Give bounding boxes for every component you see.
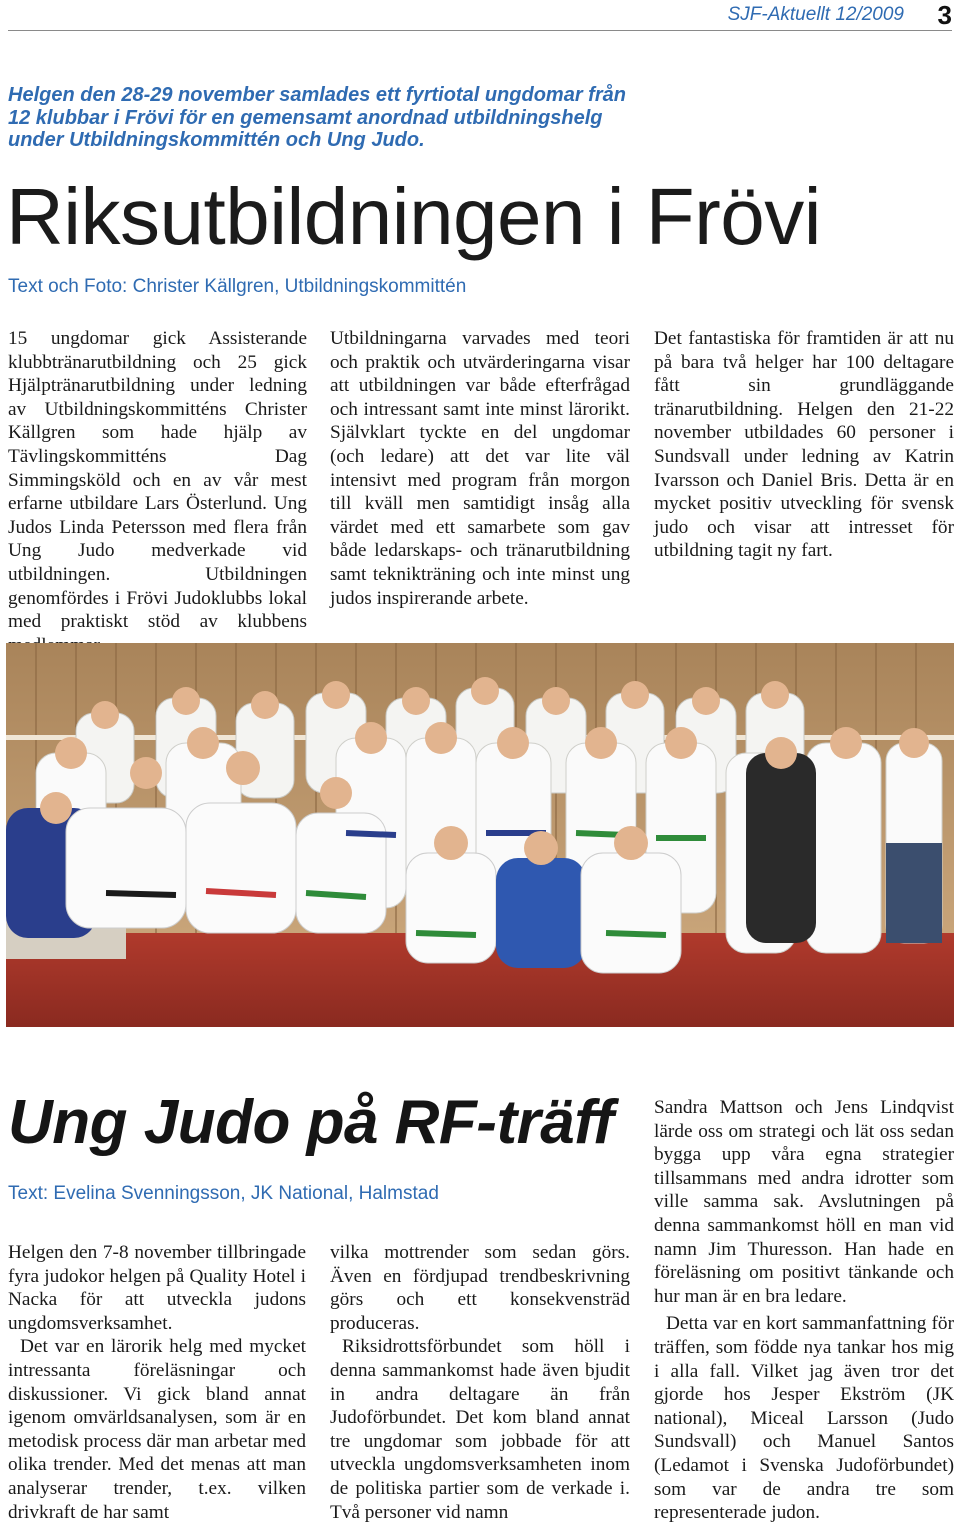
article1-column-1	[8, 327, 307, 657]
article1-paragraph: Utbildningarna varvades med teori och praktik och utvärderingarna visar att utbildningen var både efterfrågad och intressant samt inte minst lärorikt. Självklart tyckte en del ungdomar (och ledare) att det var lite väl intensivt med program från morgon till kväll men samtidigt insåg alla värdet med ett samarbete som gav både ledarskaps- och tränarutbildning samt teknikträning och inte minst ung judos inspirerande arbete.	[330, 328, 630, 609]
header-rule	[8, 30, 952, 31]
article2-paragraph: Riksidrottsförbundet som höll i denna sammankomst hade även bjudit in andra deltagare än från Judoförbundet. Det kom bland annat tre ungdomar som jobbade för att utveckla ungdomsverksamheten inom de politiska partier som de verkade i. Två personer vid namn	[330, 1336, 630, 1523]
article1-byline: Text och Foto: Christer Källgren, Utbildningskommittén	[8, 276, 467, 297]
article2-column-1	[8, 1241, 306, 1524]
publication-name: SJF-Aktuellt 12/2009	[727, 4, 904, 25]
article2-paragraph: Helgen den 7-8 november tillbringade fyra judokor helgen på Quality Hotel i Nacka för att utveckla judons ungdomsverksamhet.	[8, 1242, 306, 1334]
article2-byline: Text: Evelina Svenningsson, JK National, Halmstad	[8, 1183, 439, 1204]
article2-paragraph: Detta var en kort sammanfattning för träffen, som födde nya tankar hos mig i alla fall. Vilket jag även tror det gjorde hos Jesper Ekström (JK national), Miceal Larsson (Judo Sundsvall) och Manuel Santos (Ledamot i Svenska Judoförbundet) som var de andra tre som representerade judon.	[654, 1313, 954, 1524]
article1-lead: Helgen den 28-29 november samlades ett fyrtiotal ungdomar från 12 klubbar i Frövi för en gemensamt anordnad utbildningshelg under Utbildningskommittén och Ung Judo.	[8, 84, 626, 151]
article1-title: Riksutbildningen i Frövi	[6, 172, 822, 261]
article1-column-2	[330, 327, 630, 610]
article1-paragraph: Det fantastiska för framtiden är att nu på bara två helger har 100 deltagare fått sin grundläggande tränarutbildning. Helgen den 21-22 november utbildades 60 personer i Sundsvall under ledning av Katrin Ivarsson och Daniel Bris. Detta är en mycket positiv utveckling för svensk judo och visar att intresset för utbildning tagit ny fart.	[654, 328, 954, 562]
article2-column-3	[654, 1096, 954, 1525]
group-photo	[6, 643, 954, 1027]
group-photo-image	[6, 643, 954, 1027]
article2-column-2	[330, 1241, 630, 1524]
article2-paragraph: Det var en lärorik helg med mycket intressanta föreläsningar och diskussioner. Vi gick bland annat igenom omvärldsanalysen, som är en metodisk process där man arbetar med olika trender. Med det menas att man analyserar trender, t.ex. vilken drivkraft de har samt	[8, 1336, 306, 1523]
article1-paragraph: 15 ungdomar gick Assisterande klubbtränarutbildning och 25 gick Hjälptränarutbildning under ledning av Utbildningskommitténs Christer Källgren som hade hjälp av Tävlingskommitténs Dag Simmingsköld och en av vår mest erfarne utbildare Lars Österlund. Ung Judos Linda Petersson med flera från Ung Judo medverkade vid utbildningen. Utbildningen genomfördes i Frövi Judoklubbs lokal med praktiskt stöd av klubbens	[8, 328, 307, 633]
page-number: 3	[937, 0, 952, 30]
article2-paragraph: Sandra Mattson och Jens Lindqvist lärde oss om strategi och lät oss sedan bygga upp våra egna strategier tillsammans med andra idrotter som ville samma sak. Avslutningen på denna sammankomst höll en man vid namn Jim Thuresson. Han hade en föreläsning om positivt tänkande och hur man är en bra ledare.	[654, 1097, 954, 1307]
article2-paragraph: vilka mottrender som sedan görs. Även en fördjupad trendbeskrivning görs och ett konsekvensträd produceras.	[330, 1242, 630, 1334]
article2-title: Ung Judo på RF-träff	[8, 1088, 614, 1157]
article1-column-3	[654, 327, 954, 563]
